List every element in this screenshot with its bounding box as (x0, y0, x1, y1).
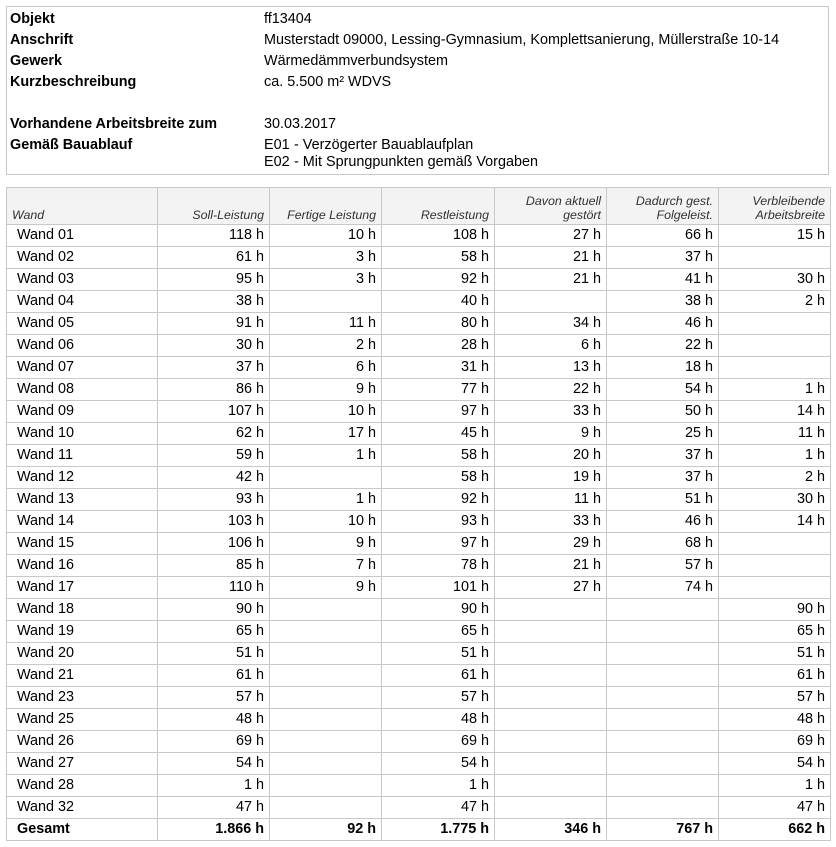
leistung-table (6, 187, 831, 841)
bauablauf-text: - Mit Sprungpunkten gemäß Vorgaben (294, 154, 538, 170)
cell-wand: Wand 12 (7, 467, 158, 489)
cell-wand: Wand 32 (7, 797, 158, 819)
cell-fertige-leistung (270, 665, 382, 687)
cell-davon-aktuell-gestoert: 21 h (495, 247, 607, 269)
column-header-soll-leistung (158, 188, 270, 225)
cell-verbleibende-arbeitsbreite (719, 247, 831, 269)
cell-dadurch-gest-folgeleist (607, 665, 719, 687)
cell-fertige-leistung (270, 467, 382, 489)
cell-davon-aktuell-gestoert: 21 h (495, 555, 607, 577)
cell-fertige-leistung (270, 599, 382, 621)
cell-davon-aktuell-gestoert: 20 h (495, 445, 607, 467)
objekt-row (10, 9, 828, 30)
arbeitsbreite-row (10, 114, 828, 135)
cell-verbleibende-arbeitsbreite: 69 h (719, 731, 831, 753)
cell-dadurch-gest-folgeleist: 68 h (607, 533, 719, 555)
cell-wand: Wand 08 (7, 379, 158, 401)
cell-dadurch-gest-folgeleist: 18 h (607, 357, 719, 379)
cell-wand: Wand 23 (7, 687, 158, 709)
cell-fertige-leistung (270, 687, 382, 709)
table-row (7, 379, 831, 401)
cell-fertige-leistung: 10 h (270, 401, 382, 423)
cell-wand: Wand 27 (7, 753, 158, 775)
cell-wand: Wand 02 (7, 247, 158, 269)
cell-fertige-leistung: 2 h (270, 335, 382, 357)
cell-davon-aktuell-gestoert (495, 665, 607, 687)
column-header-davon-aktuell-gestoert (495, 188, 607, 225)
kurzbeschreibung-label: Kurzbeschreibung (10, 74, 137, 90)
cell-verbleibende-arbeitsbreite: 30 h (719, 489, 831, 511)
table-row (7, 489, 831, 511)
cell-soll-leistung: 118 h (158, 225, 270, 247)
cell-soll-leistung: 38 h (158, 291, 270, 313)
table-row (7, 599, 831, 621)
cell-soll-leistung: 85 h (158, 555, 270, 577)
cell-restleistung: 78 h (382, 555, 495, 577)
cell-fertige-leistung (270, 731, 382, 753)
cell-wand: Wand 04 (7, 291, 158, 313)
cell-wand: Wand 20 (7, 643, 158, 665)
cell-soll-leistung: 91 h (158, 313, 270, 335)
cell-verbleibende-arbeitsbreite (719, 313, 831, 335)
cell-restleistung: 51 h (382, 643, 495, 665)
cell-fertige-leistung: 1 h (270, 489, 382, 511)
cell-verbleibende-arbeitsbreite: 65 h (719, 621, 831, 643)
cell-dadurch-gest-folgeleist: 46 h (607, 313, 719, 335)
table-total-row (7, 819, 831, 841)
cell-soll-leistung: 93 h (158, 489, 270, 511)
cell-fertige-leistung (270, 753, 382, 775)
cell-verbleibende-arbeitsbreite: 51 h (719, 643, 831, 665)
cell-soll-leistung: 30 h (158, 335, 270, 357)
cell-soll-leistung: 95 h (158, 269, 270, 291)
cell-fertige-leistung (270, 797, 382, 819)
cell-fertige-leistung (270, 709, 382, 731)
table-row (7, 269, 831, 291)
cell-wand: Wand 18 (7, 599, 158, 621)
cell-restleistung: 69 h (382, 731, 495, 753)
cell-restleistung: 97 h (382, 401, 495, 423)
kurzbeschreibung-value: ca. 5.500 m² WDVS (264, 74, 392, 90)
cell-davon-aktuell-gestoert (495, 731, 607, 753)
cell-dadurch-gest-folgeleist: 25 h (607, 423, 719, 445)
cell-verbleibende-arbeitsbreite (719, 357, 831, 379)
cell-dadurch-gest-folgeleist: 41 h (607, 269, 719, 291)
cell-restleistung: 65 h (382, 621, 495, 643)
table-row (7, 357, 831, 379)
gewerk-value: Wärmedämmverbundsystem (264, 53, 448, 69)
cell-restleistung: 93 h (382, 511, 495, 533)
cell-dadurch-gest-folgeleist: 38 h (607, 291, 719, 313)
table-row (7, 687, 831, 709)
table-row (7, 643, 831, 665)
column-header-verbleibende-arbeitsbreite (719, 188, 831, 225)
table-row (7, 423, 831, 445)
cell-wand: Wand 14 (7, 511, 158, 533)
cell-verbleibende-arbeitsbreite: 15 h (719, 225, 831, 247)
cell-dadurch-gest-folgeleist (607, 643, 719, 665)
arbeitsbreite-label: Vorhandene Arbeitsbreite zum (10, 116, 218, 132)
cell-dadurch-gest-folgeleist: 22 h (607, 335, 719, 357)
cell-davon-aktuell-gestoert: 13 h (495, 357, 607, 379)
total-wand: Gesamt (7, 819, 158, 841)
cell-dadurch-gest-folgeleist: 50 h (607, 401, 719, 423)
cell-davon-aktuell-gestoert: 29 h (495, 533, 607, 555)
cell-dadurch-gest-folgeleist (607, 687, 719, 709)
cell-dadurch-gest-folgeleist: 54 h (607, 379, 719, 401)
cell-fertige-leistung: 7 h (270, 555, 382, 577)
table-row (7, 401, 831, 423)
cell-davon-aktuell-gestoert: 6 h (495, 335, 607, 357)
cell-wand: Wand 07 (7, 357, 158, 379)
cell-verbleibende-arbeitsbreite: 11 h (719, 423, 831, 445)
bauablauf-label: Gemäß Bauablauf (10, 137, 133, 153)
cell-verbleibende-arbeitsbreite (719, 555, 831, 577)
table-row (7, 577, 831, 599)
column-header-text: Dadurch gest. (635, 194, 713, 208)
cell-davon-aktuell-gestoert (495, 797, 607, 819)
table-row (7, 731, 831, 753)
table-row (7, 291, 831, 313)
cell-restleistung: 54 h (382, 753, 495, 775)
cell-soll-leistung: 107 h (158, 401, 270, 423)
objekt-label: Objekt (10, 11, 55, 27)
column-header-text: Verbleibende (752, 194, 825, 208)
cell-soll-leistung: 54 h (158, 753, 270, 775)
cell-restleistung: 31 h (382, 357, 495, 379)
cell-wand: Wand 16 (7, 555, 158, 577)
cell-verbleibende-arbeitsbreite: 48 h (719, 709, 831, 731)
cell-wand: Wand 06 (7, 335, 158, 357)
cell-verbleibende-arbeitsbreite: 2 h (719, 467, 831, 489)
cell-davon-aktuell-gestoert (495, 753, 607, 775)
column-header-text: Fertige Leistung (287, 208, 376, 222)
table-row (7, 797, 831, 819)
cell-davon-aktuell-gestoert: 9 h (495, 423, 607, 445)
cell-restleistung: 80 h (382, 313, 495, 335)
cell-restleistung: 58 h (382, 467, 495, 489)
cell-soll-leistung: 42 h (158, 467, 270, 489)
table-row (7, 555, 831, 577)
cell-dadurch-gest-folgeleist: 66 h (607, 225, 719, 247)
cell-wand: Wand 09 (7, 401, 158, 423)
cell-wand: Wand 19 (7, 621, 158, 643)
table-row (7, 313, 831, 335)
cell-davon-aktuell-gestoert (495, 775, 607, 797)
column-header-text: Arbeitsbreite (755, 208, 825, 222)
cell-restleistung: 57 h (382, 687, 495, 709)
cell-verbleibende-arbeitsbreite: 54 h (719, 753, 831, 775)
cell-fertige-leistung: 17 h (270, 423, 382, 445)
cell-dadurch-gest-folgeleist (607, 775, 719, 797)
cell-verbleibende-arbeitsbreite: 14 h (719, 511, 831, 533)
project-info-box (6, 6, 829, 175)
total-fertige-leistung: 92 h (270, 819, 382, 841)
table-row (7, 665, 831, 687)
cell-restleistung: 58 h (382, 445, 495, 467)
cell-dadurch-gest-folgeleist: 37 h (607, 445, 719, 467)
column-header-restleistung (382, 188, 495, 225)
cell-soll-leistung: 59 h (158, 445, 270, 467)
cell-wand: Wand 26 (7, 731, 158, 753)
cell-wand: Wand 13 (7, 489, 158, 511)
cell-davon-aktuell-gestoert (495, 643, 607, 665)
table-header-row (7, 188, 831, 225)
cell-fertige-leistung: 9 h (270, 533, 382, 555)
total-restleistung: 1.775 h (382, 819, 495, 841)
cell-wand: Wand 10 (7, 423, 158, 445)
cell-wand: Wand 01 (7, 225, 158, 247)
cell-soll-leistung: 106 h (158, 533, 270, 555)
cell-soll-leistung: 61 h (158, 247, 270, 269)
cell-dadurch-gest-folgeleist: 37 h (607, 247, 719, 269)
cell-dadurch-gest-folgeleist (607, 709, 719, 731)
cell-dadurch-gest-folgeleist: 51 h (607, 489, 719, 511)
column-header-fertige-leistung (270, 188, 382, 225)
cell-davon-aktuell-gestoert (495, 709, 607, 731)
cell-fertige-leistung: 9 h (270, 379, 382, 401)
cell-soll-leistung: 1 h (158, 775, 270, 797)
column-header-text: Folgeleist. (656, 208, 713, 222)
cell-verbleibende-arbeitsbreite (719, 577, 831, 599)
column-header-text: Soll-Leistung (192, 208, 264, 222)
bauablauf-row-2 (10, 152, 828, 173)
column-header-dadurch-gest-folgeleist (607, 188, 719, 225)
table-row (7, 511, 831, 533)
cell-fertige-leistung: 1 h (270, 445, 382, 467)
cell-wand: Wand 17 (7, 577, 158, 599)
column-header-text: Wand (12, 208, 45, 222)
cell-verbleibende-arbeitsbreite: 1 h (719, 775, 831, 797)
cell-davon-aktuell-gestoert (495, 599, 607, 621)
cell-fertige-leistung (270, 621, 382, 643)
cell-dadurch-gest-folgeleist (607, 599, 719, 621)
cell-verbleibende-arbeitsbreite: 61 h (719, 665, 831, 687)
cell-dadurch-gest-folgeleist (607, 753, 719, 775)
total-dadurch-gest-folgeleist: 767 h (607, 819, 719, 841)
cell-fertige-leistung: 10 h (270, 225, 382, 247)
bauablauf-code: E01 (264, 137, 290, 153)
arbeitsbreite-date: 30.03.2017 (264, 116, 337, 132)
cell-verbleibende-arbeitsbreite: 57 h (719, 687, 831, 709)
cell-davon-aktuell-gestoert (495, 687, 607, 709)
cell-verbleibende-arbeitsbreite: 14 h (719, 401, 831, 423)
cell-verbleibende-arbeitsbreite: 1 h (719, 379, 831, 401)
gewerk-row (10, 51, 828, 72)
total-verbleibende-arbeitsbreite: 662 h (719, 819, 831, 841)
table-row (7, 709, 831, 731)
column-header-text: gestört (563, 208, 601, 222)
table-row (7, 445, 831, 467)
anschrift-row (10, 30, 828, 51)
cell-wand: Wand 25 (7, 709, 158, 731)
cell-soll-leistung: 57 h (158, 687, 270, 709)
cell-davon-aktuell-gestoert: 27 h (495, 577, 607, 599)
cell-soll-leistung: 69 h (158, 731, 270, 753)
cell-restleistung: 28 h (382, 335, 495, 357)
cell-dadurch-gest-folgeleist (607, 797, 719, 819)
cell-restleistung: 77 h (382, 379, 495, 401)
cell-verbleibende-arbeitsbreite: 2 h (719, 291, 831, 313)
table-row (7, 753, 831, 775)
cell-soll-leistung: 48 h (158, 709, 270, 731)
cell-dadurch-gest-folgeleist (607, 731, 719, 753)
bauablauf-item (264, 152, 538, 173)
table-row (7, 775, 831, 797)
cell-verbleibende-arbeitsbreite: 47 h (719, 797, 831, 819)
cell-restleistung: 101 h (382, 577, 495, 599)
cell-restleistung: 48 h (382, 709, 495, 731)
cell-dadurch-gest-folgeleist: 74 h (607, 577, 719, 599)
cell-fertige-leistung: 9 h (270, 577, 382, 599)
cell-restleistung: 90 h (382, 599, 495, 621)
cell-fertige-leistung (270, 775, 382, 797)
table-row (7, 335, 831, 357)
cell-soll-leistung: 62 h (158, 423, 270, 445)
cell-fertige-leistung: 11 h (270, 313, 382, 335)
cell-restleistung: 58 h (382, 247, 495, 269)
bauablauf-text: - Verzögerter Bauablaufplan (294, 137, 474, 153)
total-davon-aktuell-gestoert: 346 h (495, 819, 607, 841)
objekt-value: ff13404 (264, 11, 312, 27)
table-row (7, 621, 831, 643)
cell-soll-leistung: 61 h (158, 665, 270, 687)
cell-restleistung: 92 h (382, 489, 495, 511)
cell-soll-leistung: 65 h (158, 621, 270, 643)
cell-dadurch-gest-folgeleist: 57 h (607, 555, 719, 577)
cell-davon-aktuell-gestoert (495, 621, 607, 643)
column-header-text: Davon aktuell (525, 194, 601, 208)
cell-dadurch-gest-folgeleist: 46 h (607, 511, 719, 533)
cell-soll-leistung: 47 h (158, 797, 270, 819)
cell-dadurch-gest-folgeleist: 37 h (607, 467, 719, 489)
cell-fertige-leistung (270, 643, 382, 665)
cell-davon-aktuell-gestoert: 19 h (495, 467, 607, 489)
cell-davon-aktuell-gestoert: 33 h (495, 401, 607, 423)
table-body (7, 225, 831, 819)
cell-soll-leistung: 37 h (158, 357, 270, 379)
cell-davon-aktuell-gestoert: 21 h (495, 269, 607, 291)
cell-wand: Wand 21 (7, 665, 158, 687)
cell-soll-leistung: 110 h (158, 577, 270, 599)
cell-wand: Wand 05 (7, 313, 158, 335)
cell-davon-aktuell-gestoert: 33 h (495, 511, 607, 533)
cell-restleistung: 45 h (382, 423, 495, 445)
cell-restleistung: 97 h (382, 533, 495, 555)
cell-restleistung: 40 h (382, 291, 495, 313)
cell-fertige-leistung: 6 h (270, 357, 382, 379)
cell-davon-aktuell-gestoert: 11 h (495, 489, 607, 511)
cell-davon-aktuell-gestoert (495, 291, 607, 313)
cell-verbleibende-arbeitsbreite (719, 533, 831, 555)
anschrift-label: Anschrift (10, 32, 74, 48)
cell-verbleibende-arbeitsbreite (719, 335, 831, 357)
cell-restleistung: 47 h (382, 797, 495, 819)
cell-verbleibende-arbeitsbreite: 90 h (719, 599, 831, 621)
column-header-text: Restleistung (420, 208, 489, 222)
cell-dadurch-gest-folgeleist (607, 621, 719, 643)
cell-restleistung: 108 h (382, 225, 495, 247)
cell-wand: Wand 11 (7, 445, 158, 467)
cell-soll-leistung: 51 h (158, 643, 270, 665)
cell-fertige-leistung (270, 291, 382, 313)
table-row (7, 467, 831, 489)
cell-fertige-leistung: 10 h (270, 511, 382, 533)
cell-davon-aktuell-gestoert: 27 h (495, 225, 607, 247)
cell-verbleibende-arbeitsbreite: 30 h (719, 269, 831, 291)
cell-davon-aktuell-gestoert: 34 h (495, 313, 607, 335)
cell-restleistung: 92 h (382, 269, 495, 291)
kurzbeschreibung-row (10, 72, 828, 93)
total-soll-leistung: 1.866 h (158, 819, 270, 841)
table-row (7, 225, 831, 247)
cell-fertige-leistung: 3 h (270, 269, 382, 291)
cell-restleistung: 1 h (382, 775, 495, 797)
cell-restleistung: 61 h (382, 665, 495, 687)
cell-wand: Wand 03 (7, 269, 158, 291)
anschrift-value: Musterstadt 09000, Lessing-Gymnasium, Komplettsanierung, Müllerstraße 10-14 (264, 32, 780, 48)
cell-soll-leistung: 86 h (158, 379, 270, 401)
column-header-wand (7, 188, 158, 225)
cell-soll-leistung: 90 h (158, 599, 270, 621)
cell-verbleibende-arbeitsbreite: 1 h (719, 445, 831, 467)
gewerk-label: Gewerk (10, 53, 62, 69)
table-row (7, 247, 831, 269)
cell-fertige-leistung: 3 h (270, 247, 382, 269)
cell-soll-leistung: 103 h (158, 511, 270, 533)
table-row (7, 533, 831, 555)
cell-wand: Wand 28 (7, 775, 158, 797)
cell-davon-aktuell-gestoert: 22 h (495, 379, 607, 401)
cell-wand: Wand 15 (7, 533, 158, 555)
bauablauf-code: E02 (264, 154, 290, 170)
